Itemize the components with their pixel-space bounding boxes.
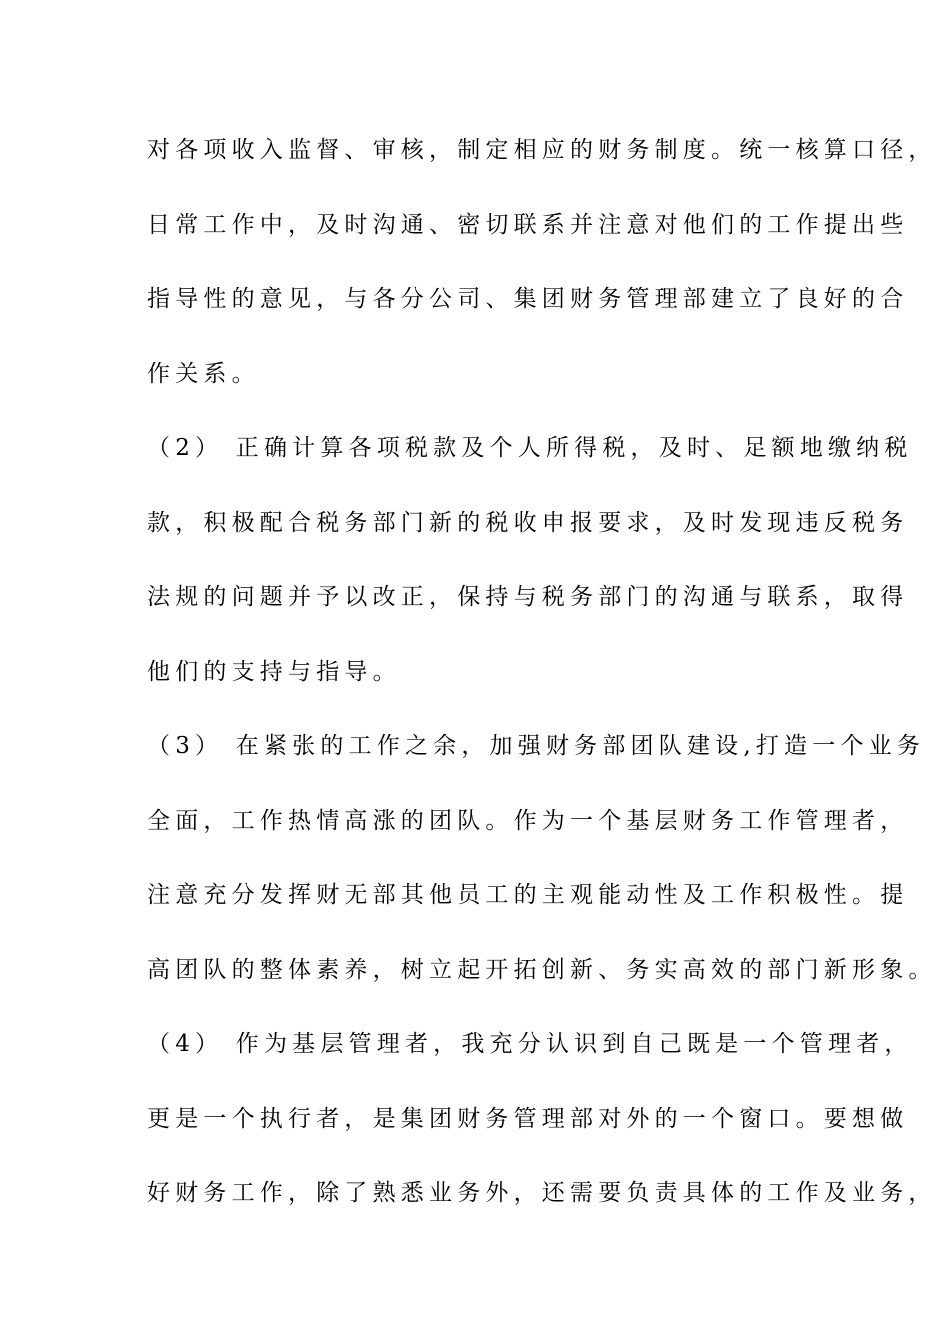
text-line: 全面，工作热情高涨的团队。作为一个基层财务工作管理者， [147, 807, 909, 834]
text-line: 款，积极配合税务部门新的税收申报要求，及时发现违反税务 [147, 509, 909, 536]
numbered-item-2: （2） 正确计算各项税款及个人所得税，及时、足额地缴纳税 [147, 435, 913, 461]
text-line: 作关系。 [147, 360, 260, 387]
text-line: 好财务工作，除了熟悉业务外，还需要负责具体的工作及业务， [147, 1180, 937, 1206]
numbered-item-4: （4） 作为基层管理者，我充分认识到自己既是一个管理者， [147, 1031, 913, 1057]
text-line: 更是一个执行者，是集团财务管理部对外的一个窗口。要想做 [147, 1105, 909, 1132]
text-line: 对各项收入监督、审核，制定相应的财务制度。统一核算口径， [147, 137, 937, 163]
text-line: 高团队的整体素养，树立起开拓创新、务实高效的部门新形象。 [147, 956, 937, 983]
text-line: 他们的支持与指导。 [147, 658, 401, 685]
text-line: 法规的问题并予以改正，保持与税务部门的沟通与联系，取得 [147, 584, 909, 610]
numbered-item-3: （3） 在紧张的工作之余，加强财务部团队建设,打造一个业务 [147, 733, 926, 759]
text-line: 注意充分发挥财无部其他员工的主观能动性及工作积极性。提 [147, 882, 909, 908]
body-text [147, 128, 937, 1246]
text-line: 日常工作中，及时沟通、密切联系并注意对他们的工作提出些 [147, 211, 909, 238]
text-line: 指导性的意见，与各分公司、集团财务管理部建立了良好的合 [147, 286, 909, 312]
